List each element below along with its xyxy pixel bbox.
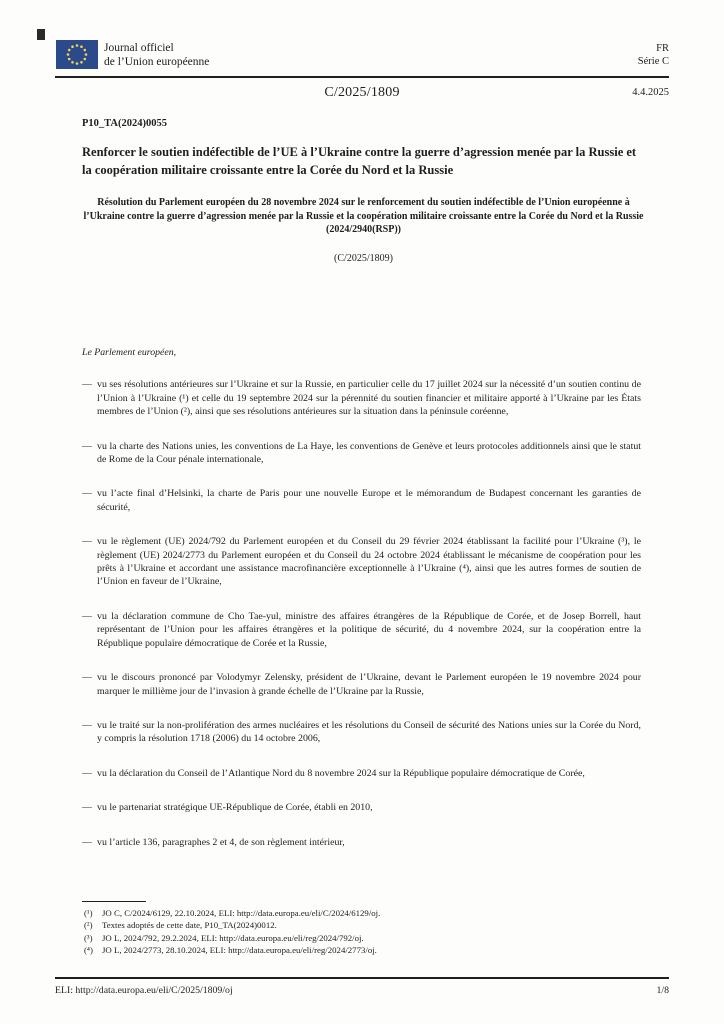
citation-text: vu le traité sur la non-prolifération des armes nucléaires et les résolutions du Conseil de sécurité des Nations unies sur la Corée du Nord, y compris la résolution 1718 (2006) du 14 octobre 2006, (97, 719, 641, 745)
document-number: C/2025/1809 (324, 85, 400, 100)
footnote (82, 919, 641, 931)
publication-date: 4.4.2025 (632, 87, 669, 98)
citation-item (82, 801, 641, 814)
journal-header (55, 40, 669, 105)
header-top-row (55, 40, 669, 78)
citation-text: vu la déclaration commune de Cho Tae-yul, ministre des affaires étrangères de la République de Corée, et de Josep Borrell, haut représentant de l’Union pour les affaires étrangères et la politique de sécurité, du 4 novembre 2024, sur la coopération entre la République populaire démocratique de Corée et la Russie, (97, 610, 641, 649)
title-block (82, 118, 645, 264)
citation-text: vu le partenariat stratégique UE-République de Corée, établi en 2010, (97, 802, 373, 814)
dash-marker: — (82, 536, 92, 548)
header-masthead (55, 40, 209, 69)
citation-text: vu l’article 136, paragraphes 2 et 4, de son règlement intérieur, (97, 836, 345, 848)
series-label: Série C (637, 56, 669, 67)
footnote (82, 907, 641, 919)
footnote-marker: (²) (84, 920, 93, 931)
footnote-marker: (⁴) (84, 945, 93, 956)
citation-item (82, 767, 641, 780)
citation-item (82, 378, 641, 418)
document-reference: (C/2025/1809) (334, 252, 393, 264)
dash-marker: — (82, 610, 92, 622)
footnotes (82, 901, 641, 957)
citation-text: vu le règlement (UE) 2024/792 du Parlement européen et du Conseil du 29 février 2024 établissant la facilité pour l’Ukraine (³), le règlement (UE) 2024/2773 du Parlement européen et du Conseil du 24 octobre 2024 établissant le mécanisme de coopération pour les prêts à l’Ukraine et accordant une assistance macrofinancière exceptionnelle à l’Ukraine (⁴), ainsi que les autres formes de soutien de l’Union en faveur de l’Ukraine, (97, 536, 641, 588)
journal-title-line2: de l’Union européenne (104, 56, 210, 68)
footnote-text: JO L, 2024/792, 29.2.2024, ELI: http://data.europa.eu/eli/reg/2024/792/oj. (102, 932, 364, 943)
footnote-marker: (³) (84, 932, 93, 943)
eli-identifier: ELI: http://data.europa.eu/eli/C/2025/1809/oj (55, 985, 233, 996)
citation-text: vu ses résolutions antérieures sur l’Ukraine et sur la Russie, en particulier celle du 17 juillet 2024 sur la nécessité d’un soutien continu de l’Union à l’Ukraine (¹) et celle du 19 septembre 2024 sur la pérennité du soutien financier et militaire apporté à l’Ukraine par les États membres de l’Union (²), ainsi que ses résolutions antérieures sur la situation dans la péninsule coréenne, (97, 379, 641, 418)
dash-marker: — (82, 672, 92, 684)
page-footer (55, 977, 669, 996)
citation-item (82, 671, 641, 698)
journal-title-line1: Journal officiel (104, 42, 174, 54)
document-title: Renforcer le soutien indéfectible de l’UE à l’Ukraine contre la guerre d’agression menée par la Russie et la coopération militaire croissante entre la Corée du Nord et la Russie (82, 145, 637, 177)
print-mark (37, 29, 45, 40)
citation-item (82, 836, 641, 849)
dash-marker: — (82, 488, 92, 500)
procedure-reference: P10_TA(2024)0055 (82, 118, 167, 129)
dash-marker: — (82, 836, 92, 848)
citation-item (82, 719, 641, 746)
footnote (82, 932, 641, 944)
footnote-text: Textes adoptés de cette date, P10_TA(2024)0012. (102, 920, 277, 931)
resolution-intro: Le Parlement européen, (82, 347, 177, 358)
resolution-body (82, 346, 641, 870)
dash-marker: — (82, 767, 92, 779)
page-number: 1/8 (656, 985, 669, 996)
journal-title (104, 40, 209, 69)
citation-text: vu la déclaration du Conseil de l’Atlantique Nord du 8 novembre 2024 sur la République populaire démocratique de Corée, (97, 767, 585, 779)
citation-item (82, 610, 641, 650)
footnote-marker: (¹) (84, 908, 93, 918)
dash-marker: — (82, 719, 92, 731)
footnote-separator (82, 901, 146, 902)
eu-flag-icon (56, 40, 98, 69)
citation-item (82, 487, 641, 514)
footer-row (55, 985, 669, 996)
footnote-text: JO C, C/2024/6129, 22.10.2024, ELI: http://data.europa.eu/eli/C/2024/6129/oj. (102, 908, 381, 918)
dash-marker: — (82, 440, 92, 452)
dash-marker: — (82, 802, 92, 814)
footnote-text: JO L, 2024/2773, 28.10.2024, ELI: http://data.europa.eu/eli/reg/2024/2773/oj. (102, 945, 377, 956)
citation-text: vu la charte des Nations unies, les conventions de La Haye, les conventions de Genève et leurs protocoles additionnels ainsi que le statut de Rome de la Cour pénale internationale, (97, 440, 641, 466)
header-language-series (638, 40, 669, 68)
dash-marker: — (82, 379, 92, 391)
citation-item (82, 535, 641, 589)
citation-text: vu l’acte final d’Helsinki, la charte de Paris pour une nouvelle Europe et le mémorandum de Budapest concernant les garanties de sécurité, (97, 488, 641, 513)
language-code: FR (656, 43, 669, 54)
citation-text: vu le discours prononcé par Volodymyr Zelensky, président de l’Ukraine, devant le Parlement européen le 19 novembre 2024 pour marquer le millième jour de l’invasion à grande échelle de l’Ukraine par la Russie, (97, 672, 641, 697)
document-subtitle: Résolution du Parlement européen du 28 novembre 2024 sur le renforcement du soutien indéfectible de l’Union européenne à l’Ukraine contre la guerre d’agression menée par la Russie et la coopération militaire croissante entre la Corée du Nord et la Russie (2024/2940(RSP)) (83, 197, 644, 235)
citation-item (82, 440, 641, 467)
header-sub-row (55, 85, 669, 105)
footnote (82, 944, 641, 956)
